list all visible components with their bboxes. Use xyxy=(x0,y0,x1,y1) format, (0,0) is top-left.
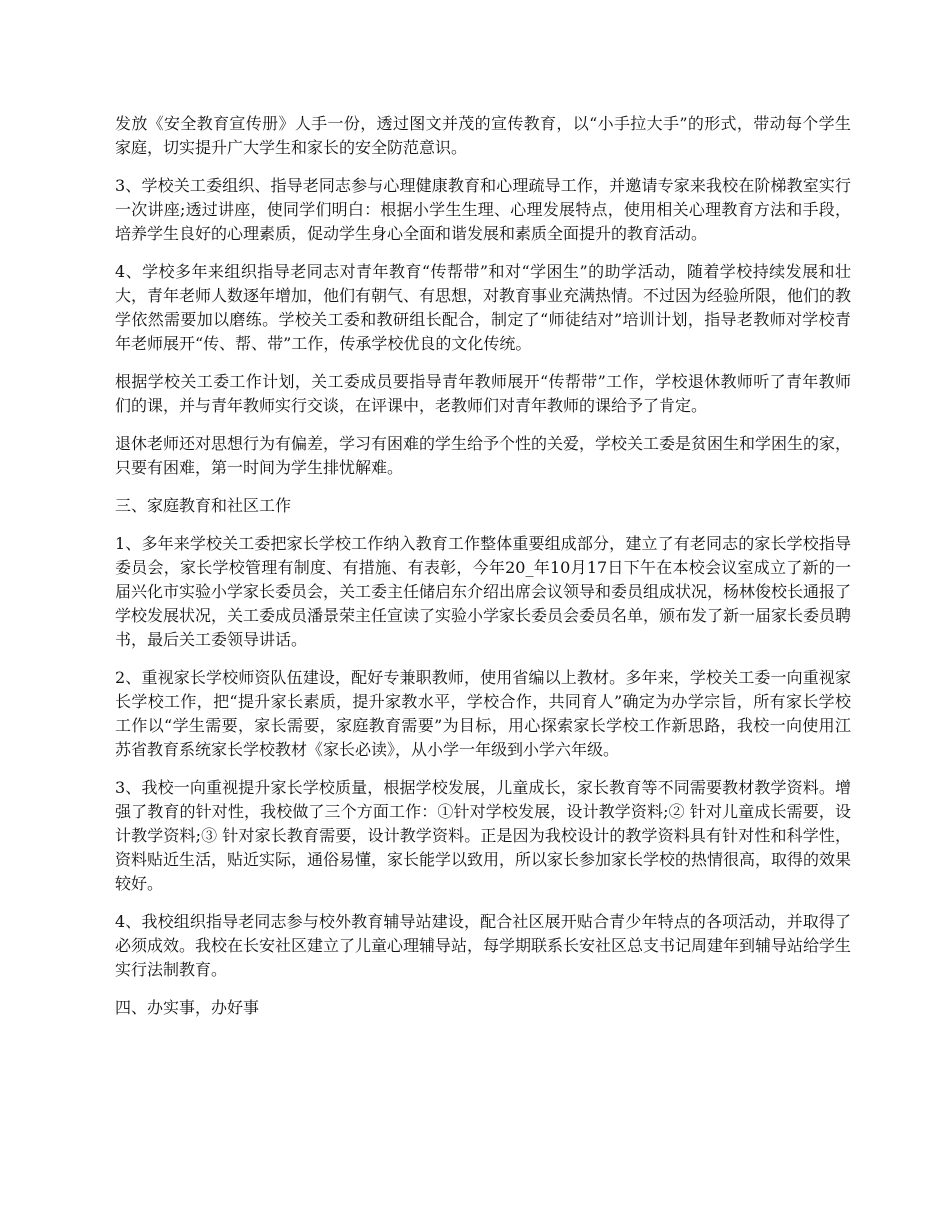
section-heading-practical-matters: 四、办实事，办好事 xyxy=(115,998,260,1017)
paragraph-parent-school-quality: 3、我校一向重视提升家长学校质量，根据学校发展，儿童成长，家长教育等不同需要教材教学资料。增强了教育的针对性，我校做了三个方面工作：①针对学校发展，设计教学资料;② 针对儿童成长需要，设计教学资料;③ 针对家长教育需要，设计教学资料。正是因为我校设计的教学资料具有针对性和科学性，资料贴近生活，贴近实际，通俗易懂，家长能学以致用，所以家长参加家长学校的热情很高，取得的效果较好。 xyxy=(115,778,852,893)
section-heading-family-community: 三、家庭教育和社区工作 xyxy=(115,496,292,515)
paragraph-parent-school-committee: 1、多年来学校关工委把家长学校工作纳入教育工作整体重要组成部分，建立了有老同志的家长学校指导委员会，家长学校管理有制度、有措施、有表彰，今年20_年10月17日下午在本校会议室成立了新的一届兴化市实验小学家长委员会，关工委主任储启东介绍出席会议领导和委员组成状况，杨林俊校长通报了学校发展状况，关工委成员潘景荣主任宣读了实验小学家长委员会委员名单，颁布发了新一届家长委员聘书，最后关工委领导讲话。 xyxy=(115,534,852,649)
paragraph-item-4-mentoring: 4、学校多年来组织指导老同志对青年教育“传帮带”和对“学困生”的助学活动，随着学校持续发展和壮大，青年老师人数逐年增加，他们有朝气、有思想，对教育事业充满热情。不过因为经验所限，他们的教学依然需要加以磨练。学校关工委和教研组长配合，制定了“师徒结对”培训计划，指导老教师对学校青年老师展开“传、帮、带”工作，传承学校优良的文化传统。 xyxy=(115,262,852,353)
paragraph-parent-school-faculty: 2、重视家长学校师资队伍建设，配好专兼职教师，使用省编以上教材。多年来，学校关工委一向重视家长学校工作，把“提升家长素质，提升家教水平，学校合作，共同育人”确定为办学宗旨，所有家长学校工作以“学生需要，家长需要，家庭教育需要”为目标，用心探索家长学校工作新思路，我校一向使用江苏省教育系统家长学校教材《家长必读》，从小学一年级到小学六年级。 xyxy=(115,668,851,759)
paragraph-teacher-evaluation: 根据学校关工委工作计划，关工委成员要指导青年教师展开“传帮带”工作，学校退休教师听了青年教师们的课，并与青年教师实行交谈，在评课中，老教师们对青年教师的课给予了肯定。 xyxy=(115,372,851,415)
paragraph-item-3-psychology: 3、学校关工委组织、指导老同志参与心理健康教育和心理疏导工作，并邀请专家来我校在阶梯教室实行一次讲座;透过讲座，使同学们明白：根据小学生生理、心理发展特点，使用相关心理教育方法和手段，培养学生良好的心理素质，促动学生身心全面和谐发展和素质全面提升的教育活动。 xyxy=(115,176,851,243)
paragraph-intro-continued: 发放《安全教育宣传册》人手一份，透过图文并茂的宣传教育，以“小手拉大手”的形式，带动每个学生家庭，切实提升广大学生和家长的安全防范意识。 xyxy=(115,114,851,157)
document-page xyxy=(115,112,851,1034)
paragraph-community-guidance-station: 4、我校组织指导老同志参与校外教育辅导站建设，配合社区展开贴合青少年特点的各项活动，并取得了必须成效。我校在长安社区建立了儿童心理辅导站，每学期联系长安社区总支书记周建年到辅导站给学生实行法制教育。 xyxy=(115,912,852,979)
paragraph-retired-teachers-care: 退休老师还对思想行为有偏差，学习有困难的学生给予个性的关爱，学校关工委是贫困生和学困生的家，只要有困难，第一时间为学生排忧解难。 xyxy=(115,434,852,477)
